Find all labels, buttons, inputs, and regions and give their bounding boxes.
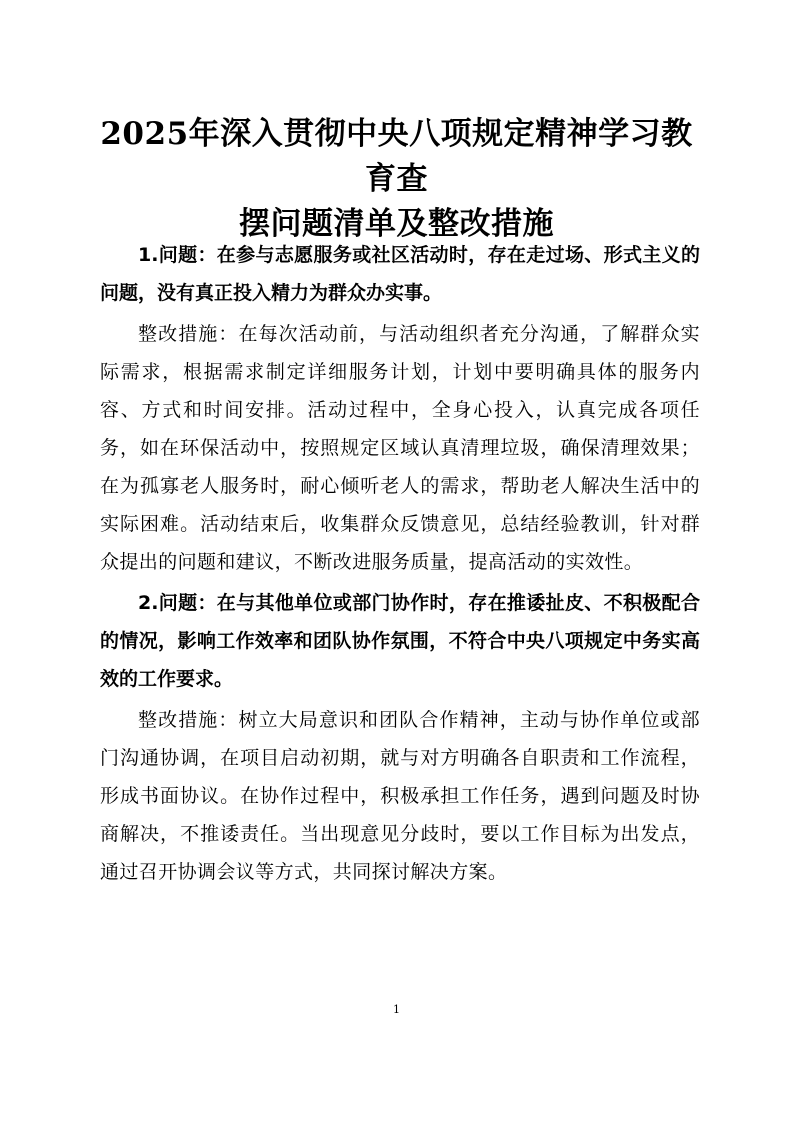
title-line-2: 摆问题清单及整改措施 <box>239 206 554 242</box>
issue-2: 2.问题：在与其他单位或部门协作时，存在推诿扯皮、不积极配合的情况，影响工作效率和团队协作氛围，不符合中央八项规定中务实高效的工作要求。 <box>100 592 700 690</box>
issue-1: 1.问题：在参与志愿服务或社区活动时，存在走过场、形式主义的问题，没有真正投入精力为群众办实事。 <box>100 244 700 304</box>
measure-1: 整改措施：在每次活动前，与活动组织者充分沟通，了解群众实际需求，根据需求制定详细服务计划，计划中要明确具体的服务内容、方式和时间安排。活动过程中，全身心投入，认真完成各项任务，如在环保活动中，按照规定区域认真清理垃圾，确保清理效果；在为孤寡老人服务时，耐心倾听老人的需求，帮助老人解决生活中的实际困难。活动结束后，收集群众反馈意见，总结经验教训，针对群众提出的问题和建议，不断改进服务质量，提高活动的实效性。 <box>100 323 700 573</box>
document-title <box>86 112 707 247</box>
measure-2: 整改措施：树立大局意识和团队合作精神，主动与协作单位或部门沟通协调，在项目启动初期，就与对方明确各自职责和工作流程，形成书面协议。在协作过程中，积极承担工作任务，遇到问题及时协商解决，不推诿责任。当出现意见分歧时，要以工作目标为出发点，通过召开协调会议等方式，共同探讨解决方案。 <box>100 709 700 883</box>
title-line-1: 2025年深入贯彻中央八项规定精神学习教育查 <box>100 116 693 197</box>
page-number: 1 <box>393 1003 400 1016</box>
document-body <box>100 236 700 891</box>
